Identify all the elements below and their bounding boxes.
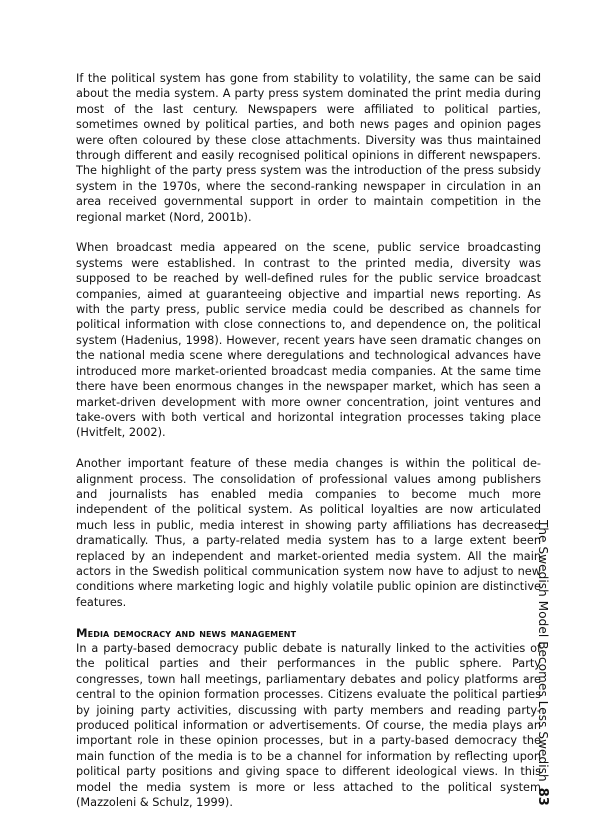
page-number: 83 <box>535 787 550 806</box>
paragraph-broadcast-media: When broadcast media appeared on the scene, public service broadcasting systems were established. In contrast to the printed media, diversity was supposed to be reached by well-defined rules for the public service broadcast companies, aimed at guaranteeing objective and impartial news reporting. As with the party press, public service media could be described as channels for political information with close connections to, and dependence on, the political system (Hadenius, 1998). However, recent years have seen dramatic changes on the national media scene where deregulations and technological advances have introduced more market-oriented broadcast media companies. At the same time there have been enormous changes in the newspaper market, which has seen a market-driven development with more owner concentration, joint ventures and take-overs with both vertical and horizontal integration processes taking place (Hvitfelt, 2002). <box>76 241 541 440</box>
paragraph-de-alignment: Another important feature of these media changes is within the political de-alignment process. The consolidation of professional values among publishers and journalists has enabled media companies to become much more independent of the political system. As political loyalties are now articulated much less in public, media interest in showing party affiliations has decreased dramatically. Thus, a party-related media system has to a large extent been replaced by an independent and market-oriented media system. All the main actors in the Swedish political communication system now have to adjust to new conditions where marketing logic and highly volatile public opinion are distinctive features. <box>76 457 541 609</box>
section-heading: Media democracy and news management <box>76 625 297 640</box>
paragraph-party-based-democracy: In a party-based democracy public debate is naturally linked to the activities of the political parties and their performances in the public sphere. Party congresses, town hall meetings, parliamentary debates and policy platforms are central to the opinion formation processes. Citizens evaluate the political parties by joining party activities, discussing with party members and reading party-produced political information or advertisements. Of course, the media plays an important role in these opinion processes, but in a party-based democracy the main function of the media is to be a channel for information by reflecting upon political party positions and giving space to different ideological views. In this model the media system is more or less attached to the political system (Mazzoleni & Schulz, 1999). <box>76 641 541 810</box>
body-text <box>76 71 541 826</box>
paragraph-political-volatility: If the political system has gone from stability to volatility, the same can be said about the media system. A party press system dominated the print media during most of the last century. Newspapers were affiliated to political parties, sometimes owned by political parties, and both news pages and opinion pages were often coloured by these close attachments. Diversity was thus maintained through different and easily recognised political opinions in different newspapers. The highlight of the party press system was the introduction of the press subsidy system in the 1970s, where the second-ranking newspaper in circulation in an area received governmental support in order to maintain competition in the regional market (Nord, 2001b). <box>76 72 541 224</box>
running-head <box>533 520 553 806</box>
running-head-title: The Swedish Model Becomes Less Swedish <box>536 520 550 782</box>
